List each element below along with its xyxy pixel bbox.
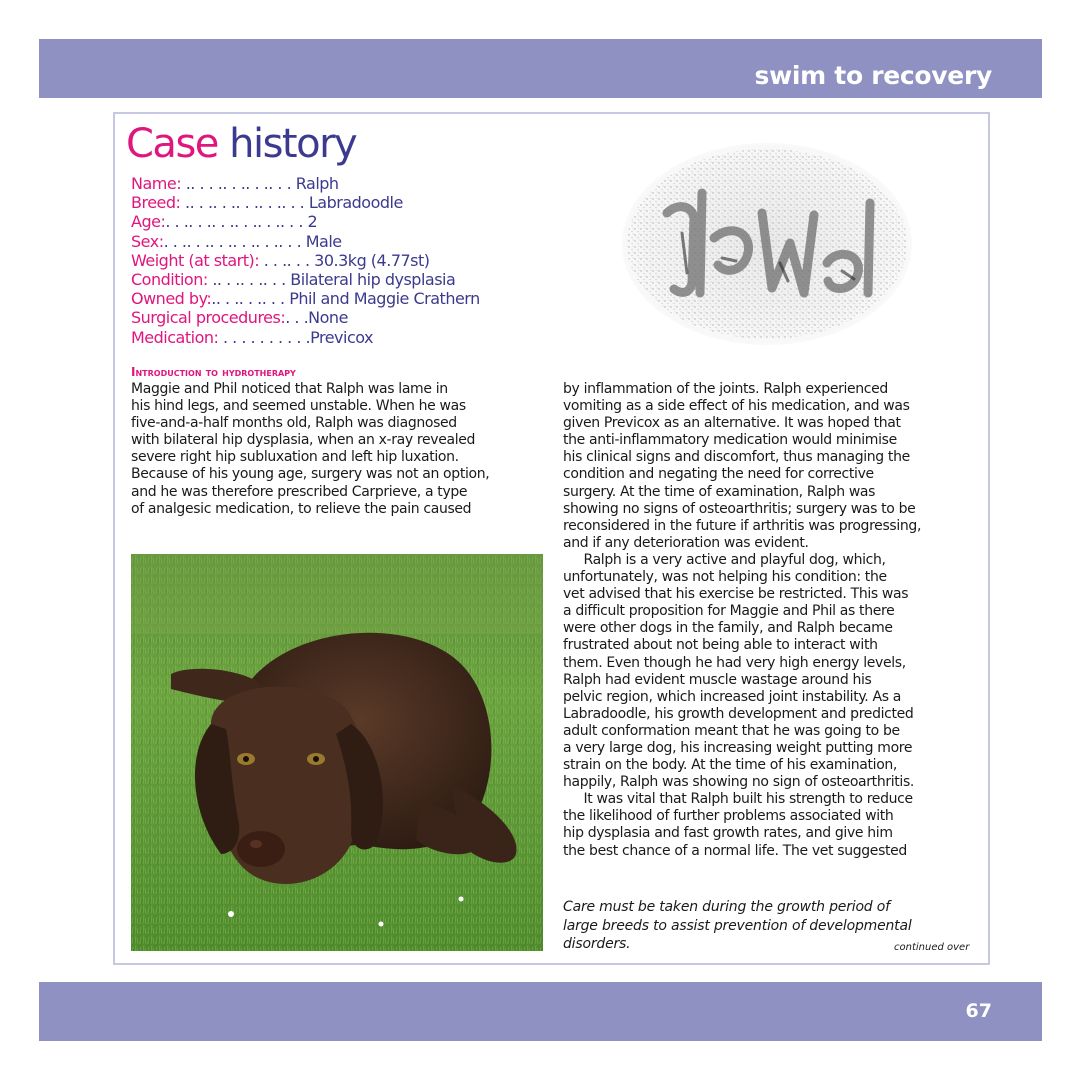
footer-bar bbox=[39, 982, 1042, 1041]
text-line: his clinical signs and discomfort, thus managing the bbox=[563, 449, 910, 466]
text-line: severe right hip subluxation and left hip luxation. bbox=[131, 449, 459, 466]
pull-quote bbox=[563, 898, 912, 954]
title-part-2: history bbox=[229, 121, 357, 167]
text-line: reconsidered in the future if arthritis was progressing, bbox=[563, 517, 922, 534]
text-line: his hind legs, and seemed unstable. When he was bbox=[131, 398, 466, 415]
text-line: frustrated about not being able to interact with bbox=[563, 637, 878, 654]
text-line: condition and negating the need for corrective bbox=[563, 466, 874, 483]
fact-row-weight bbox=[131, 251, 480, 270]
fact-dots: . . .. . .. . .. . .. . .. . . bbox=[163, 231, 306, 251]
text-line: pelvic region, which increased joint instability. As a bbox=[563, 688, 901, 705]
text-line: Ralph had evident muscle wastage around his bbox=[563, 671, 872, 688]
fact-dots: . . .. . . bbox=[259, 250, 315, 270]
text-line: adult conformation meant that he was going to be bbox=[563, 722, 900, 739]
text-line: given Previcox as an alternative. It was hoped that bbox=[563, 415, 901, 432]
text-line: a very large dog, his increasing weight putting more bbox=[563, 739, 913, 756]
text-line: hip dysplasia and fast growth rates, and give him bbox=[563, 825, 893, 842]
fact-value: Male bbox=[305, 231, 342, 251]
page-title bbox=[126, 118, 356, 170]
quote-line: large breeds to assist prevention of developmental bbox=[563, 917, 912, 934]
continued-label: continued over bbox=[894, 942, 970, 953]
fact-label: Condition: bbox=[131, 270, 213, 290]
section-heading: Introduction to hydrotherapy bbox=[131, 365, 296, 379]
fact-value: Bilateral hip dysplasia bbox=[290, 270, 456, 290]
fact-label: Sex: bbox=[131, 231, 164, 251]
text-line: and if any deterioration was evident. bbox=[563, 534, 809, 551]
text-line: Labradoodle, his growth development and predicted bbox=[563, 705, 914, 722]
text-line: Ralph is a very active and playful dog, which, bbox=[563, 551, 886, 568]
fact-dots: . . . . . . . . . . bbox=[218, 327, 311, 347]
fact-label: Breed: bbox=[131, 193, 186, 213]
fact-value: Ralph bbox=[295, 174, 339, 193]
body-column-left bbox=[131, 381, 489, 518]
text-line: Maggie and Phil noticed that Ralph was lame in bbox=[131, 381, 448, 397]
text-line: strain on the body. At the time of his examination, bbox=[563, 757, 898, 774]
text-line: of analgesic medication, to relieve the pain caused bbox=[131, 500, 472, 517]
text-line: a difficult proposition for Maggie and Phil as there bbox=[563, 603, 895, 620]
text-line: It was vital that Ralph built his strength to reduce bbox=[563, 791, 913, 808]
fact-row-condition bbox=[131, 270, 480, 289]
fact-dots: .. . . .. . .. . .. . . bbox=[185, 174, 296, 193]
fact-dots: .. . .. . .. . . bbox=[211, 289, 290, 309]
fact-row-surgery bbox=[131, 308, 480, 327]
text-line: unfortunately, was not helping his condition: the bbox=[563, 569, 887, 586]
fact-dots: .. . .. . .. . .. . .. . . bbox=[185, 193, 309, 213]
fact-dots: . . .. . .. . .. . .. . .. . . bbox=[165, 212, 308, 232]
text-line: with bilateral hip dysplasia, when an x-ray revealed bbox=[131, 432, 476, 449]
case-facts bbox=[131, 174, 480, 347]
fact-row-breed bbox=[131, 193, 480, 212]
text-line: by inflammation of the joints. Ralph experienced bbox=[563, 381, 888, 397]
body-column-right bbox=[563, 381, 921, 860]
fact-row-name bbox=[131, 174, 480, 193]
text-line: surgery. At the time of examination, Ralph was bbox=[563, 483, 876, 500]
text-line: the likelihood of further problems associated with bbox=[563, 808, 894, 825]
fact-value: Phil and Maggie Crathern bbox=[289, 289, 480, 309]
fact-dots: .. . .. . .. . . bbox=[212, 270, 291, 290]
fact-label: Name: bbox=[131, 174, 186, 193]
text-line: the anti-inflammatory medication would minimise bbox=[563, 432, 897, 449]
fact-row-sex bbox=[131, 232, 480, 251]
text-line: showing no signs of osteoarthritis; surgery was to be bbox=[563, 500, 916, 517]
fact-row-medication bbox=[131, 328, 480, 347]
quote-line: Care must be taken during the growth period of bbox=[563, 899, 890, 915]
text-line: the best chance of a normal life. The vet suggested bbox=[563, 842, 907, 859]
fact-value: 2 bbox=[307, 212, 318, 232]
text-line: Because of his young age, surgery was not an option, bbox=[131, 466, 490, 483]
fact-label: Owned by: bbox=[131, 289, 212, 309]
fact-label: Age: bbox=[131, 212, 166, 232]
text-line: were other dogs in the family, and Ralph became bbox=[563, 620, 893, 637]
fact-value: 30.3kg (4.77st) bbox=[314, 250, 430, 270]
fact-row-owners bbox=[131, 289, 480, 308]
sketch-illustration bbox=[622, 143, 912, 345]
fact-row-age bbox=[131, 212, 480, 231]
fact-label: Surgical procedures: bbox=[131, 308, 286, 328]
fact-value: None bbox=[308, 308, 348, 328]
text-line: and he was therefore prescribed Carprieve, a type bbox=[131, 483, 468, 500]
header-bar bbox=[39, 39, 1042, 98]
text-line: happily, Ralph was showing no sign of osteoarthritis. bbox=[563, 774, 915, 791]
text-line: vet advised that his exercise be restricted. This was bbox=[563, 586, 909, 603]
quote-line: disorders. bbox=[563, 936, 631, 952]
fact-label: Weight (at start): bbox=[131, 250, 260, 270]
fact-value: Previcox bbox=[310, 327, 374, 347]
page-number: 67 bbox=[965, 1000, 992, 1022]
text-line: them. Even though he had very high energy levels, bbox=[563, 654, 906, 671]
text-line: vomiting as a side effect of his medication, and was bbox=[563, 398, 910, 415]
fact-value: Labradoodle bbox=[308, 193, 403, 213]
fact-label: Medication: bbox=[131, 327, 219, 347]
dog-photo bbox=[131, 554, 543, 951]
title-part-1: Case bbox=[126, 121, 230, 167]
section-title: swim to recovery bbox=[754, 61, 992, 90]
text-line: five-and-a-half months old, Ralph was diagnosed bbox=[131, 415, 457, 432]
fact-dots: . . . bbox=[285, 308, 309, 328]
